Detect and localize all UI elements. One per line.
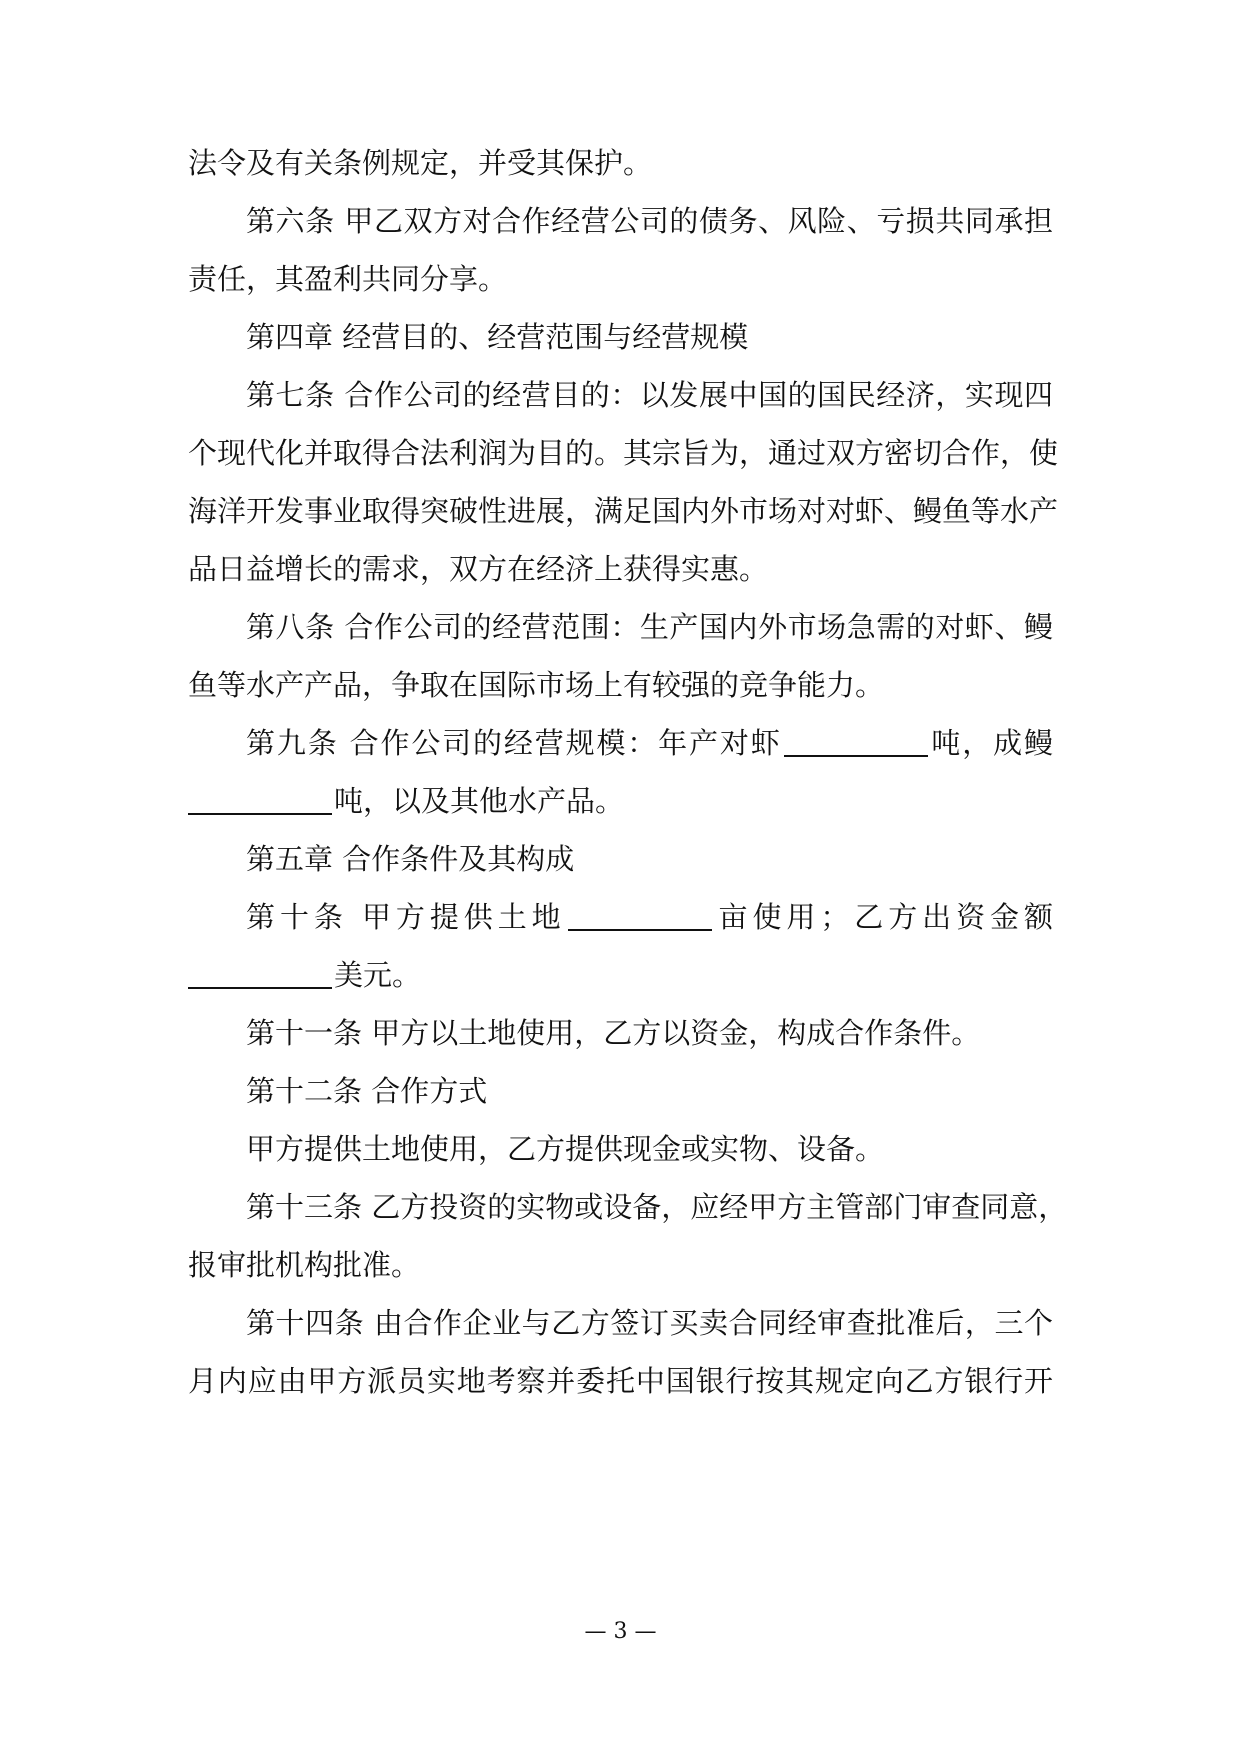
text-line — [188, 954, 1053, 996]
text-line: 甲方提供土地使用，乙方提供现金或实物、设备。 — [246, 1132, 885, 1166]
article-10-text-c: 美元。 — [334, 958, 422, 992]
text-line: 月内应由甲方派员实地考察并委托中国银行按其规定向乙方银行开 — [188, 1364, 1053, 1398]
text-line: 品日益增长的需求，双方在经济上获得实惠。 — [188, 552, 769, 586]
article-13: 第十三条 乙方投资的实物或设备，应经甲方主管部门审查同意， — [246, 1190, 1068, 1224]
page-number: — 3 — — [584, 1619, 657, 1644]
text-line: 报审批机构批准。 — [188, 1248, 421, 1282]
fill-blank-shrimp-tons[interactable] — [784, 725, 928, 757]
article-10 — [246, 896, 1053, 938]
article-12: 第十二条 合作方式 — [246, 1074, 488, 1108]
text-line: 鱼等水产产品，争取在国际市场上有较强的竞争能力。 — [188, 668, 885, 702]
article-9-text-c: 吨，以及其他水产品。 — [334, 784, 625, 818]
article-11: 第十一条 甲方以土地使用，乙方以资金，构成合作条件。 — [246, 1016, 981, 1050]
article-14: 第十四条 由合作企业与乙方签订买卖合同经审查批准后，三个 — [246, 1306, 1053, 1340]
article-10-text-b: 亩使用；乙方出资金额 — [713, 900, 1053, 934]
text-line — [188, 780, 1053, 822]
article-7: 第七条 合作公司的经营目的：以发展中国的国民经济，实现四 — [246, 378, 1053, 412]
article-9-text-a: 第九条 合作公司的经营规模：年产对虾 — [246, 726, 782, 760]
fill-blank-eel-tons[interactable] — [188, 783, 332, 815]
fill-blank-investment-usd[interactable] — [188, 957, 332, 989]
article-8: 第八条 合作公司的经营范围：生产国内外市场急需的对虾、鳗 — [246, 610, 1053, 644]
fill-blank-land-area[interactable] — [568, 899, 712, 931]
text-line: 海洋开发事业取得突破性进展，满足国内外市场对对虾、鳗鱼等水产 — [188, 494, 1059, 528]
article-10-text-a: 第十条 甲方提供土地 — [246, 900, 566, 934]
text-line: 法令及有关条例规定，并受其保护。 — [188, 146, 653, 180]
chapter-5-heading: 第五章 合作条件及其构成 — [246, 842, 575, 876]
article-9-text-b: 吨，成鳗 — [929, 726, 1053, 760]
chapter-4-heading: 第四章 经营目的、经营范围与经营规模 — [246, 320, 749, 354]
article-9 — [246, 722, 1053, 764]
text-line: 个现代化并取得合法利润为目的。其宗旨为，通过双方密切合作，使 — [188, 436, 1059, 470]
article-6: 第六条 甲乙双方对合作经营公司的债务、风险、亏损共同承担 — [246, 204, 1053, 238]
text-line: 责任，其盈利共同分享。 — [188, 262, 508, 296]
